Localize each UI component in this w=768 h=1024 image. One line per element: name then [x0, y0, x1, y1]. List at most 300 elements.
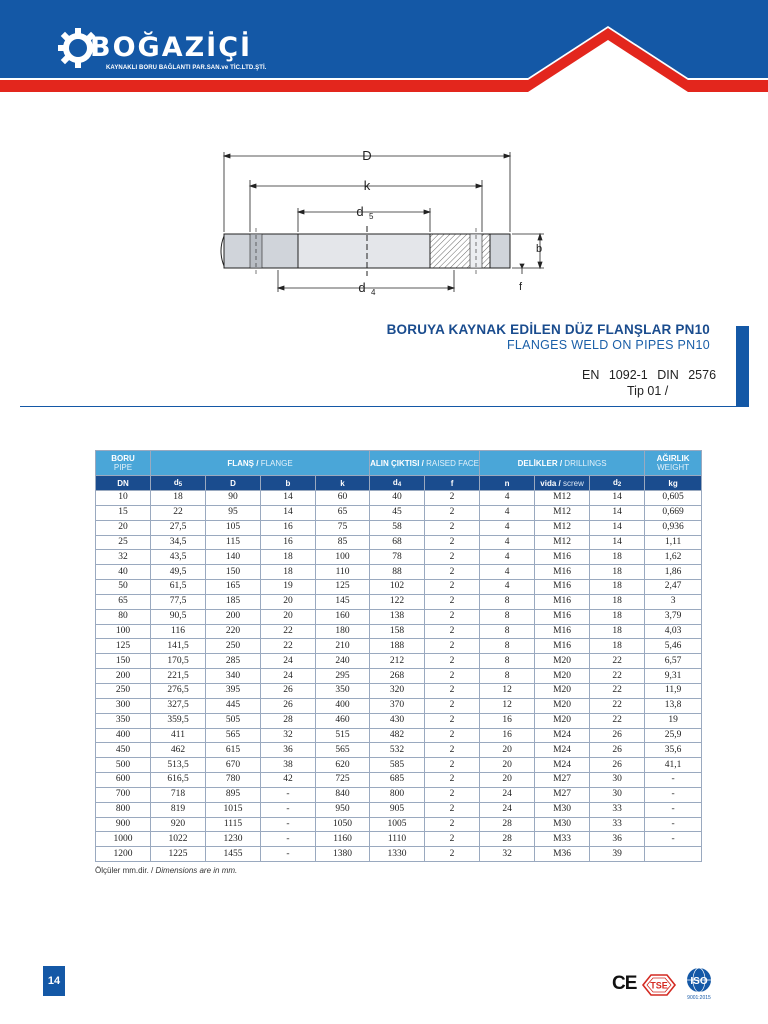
table-cell: M20 — [535, 683, 590, 698]
table-cell: 14 — [261, 491, 316, 506]
table-cell: 3 — [645, 594, 702, 609]
table-cell: 24 — [480, 787, 535, 802]
table-cell: 125 — [96, 639, 151, 654]
table-cell: - — [261, 817, 316, 832]
ce-mark-icon: CE — [612, 973, 637, 994]
table-cell: 4 — [480, 520, 535, 535]
table-cell: 25 — [96, 535, 151, 550]
column-header: D — [206, 476, 261, 491]
table-cell: 43,5 — [151, 550, 206, 565]
table-cell: 210 — [316, 639, 370, 654]
table-cell: 33 — [590, 817, 645, 832]
table-cell: 40 — [96, 565, 151, 580]
table-cell: 212 — [370, 654, 425, 669]
table-cell: 145 — [316, 594, 370, 609]
table-row — [96, 758, 702, 773]
table-cell — [645, 847, 702, 862]
brand-name: BOĞAZİÇİ — [90, 32, 253, 63]
table-cell: 15 — [96, 505, 151, 520]
table-row — [96, 698, 702, 713]
table-cell: - — [261, 832, 316, 847]
table-cell: 4 — [480, 491, 535, 506]
table-cell: M12 — [535, 535, 590, 550]
table-column-header — [96, 476, 702, 491]
table-cell: 35,6 — [645, 743, 702, 758]
column-header: b — [261, 476, 316, 491]
table-cell: 116 — [151, 624, 206, 639]
table-cell: 1330 — [370, 847, 425, 862]
table-cell: 4 — [480, 550, 535, 565]
table-cell: 482 — [370, 728, 425, 743]
table-cell: 250 — [96, 683, 151, 698]
table-cell: 819 — [151, 802, 206, 817]
table-cell: 24 — [261, 654, 316, 669]
table-cell: 2 — [425, 787, 480, 802]
table-cell: M16 — [535, 580, 590, 595]
table-cell: 2 — [425, 758, 480, 773]
table-cell: 30 — [590, 787, 645, 802]
table-cell: 5,46 — [645, 639, 702, 654]
table-row — [96, 817, 702, 832]
table-cell: 32 — [480, 847, 535, 862]
table-cell: 19 — [261, 580, 316, 595]
table-cell: 2 — [425, 713, 480, 728]
table-cell: 60 — [316, 491, 370, 506]
table-cell: 725 — [316, 773, 370, 788]
table-cell: 165 — [206, 580, 261, 595]
table-cell: 125 — [316, 580, 370, 595]
table-cell: 150 — [96, 654, 151, 669]
table-cell: 2 — [425, 683, 480, 698]
table-cell: 950 — [316, 802, 370, 817]
table-cell: 102 — [370, 580, 425, 595]
table-cell: 42 — [261, 773, 316, 788]
table-cell: 28 — [480, 832, 535, 847]
table-cell: 800 — [370, 787, 425, 802]
table-row — [96, 580, 702, 595]
table-cell: 920 — [151, 817, 206, 832]
table-cell: 75 — [316, 520, 370, 535]
group-pipe: BORU PIPE — [96, 451, 151, 476]
table-cell: 1,62 — [645, 550, 702, 565]
table-cell: 18 — [590, 639, 645, 654]
table-row — [96, 802, 702, 817]
table-cell: 8 — [480, 624, 535, 639]
table-cell: 718 — [151, 787, 206, 802]
table-cell: 32 — [96, 550, 151, 565]
table-cell: M36 — [535, 847, 590, 862]
table-cell: 26 — [590, 758, 645, 773]
table-cell: 22 — [151, 505, 206, 520]
table-cell: 18 — [590, 550, 645, 565]
iso-mark-sub: 9001:2015 — [687, 995, 711, 1001]
table-row — [96, 535, 702, 550]
table-row — [96, 713, 702, 728]
table-cell: 115 — [206, 535, 261, 550]
table-cell: - — [261, 787, 316, 802]
table-cell: 138 — [370, 609, 425, 624]
table-cell: 2 — [425, 535, 480, 550]
table-cell: 18 — [590, 594, 645, 609]
table-cell: 65 — [96, 594, 151, 609]
table-cell: 13,8 — [645, 698, 702, 713]
dim-b-label: b — [536, 243, 543, 255]
flange-body — [221, 226, 510, 276]
table-cell: 150 — [206, 565, 261, 580]
table-row — [96, 505, 702, 520]
group-weight: AĞIRLIK WEIGHT — [645, 451, 702, 476]
tse-mark-text: TSE — [650, 980, 668, 991]
table-cell: 400 — [316, 698, 370, 713]
table-cell: 36 — [590, 832, 645, 847]
table-cell: 28 — [261, 713, 316, 728]
table-cell: 78 — [370, 550, 425, 565]
table-row — [96, 654, 702, 669]
table-cell: 2 — [425, 728, 480, 743]
table-cell: 25,9 — [645, 728, 702, 743]
table-cell: 1015 — [206, 802, 261, 817]
table-cell: 14 — [590, 520, 645, 535]
table-cell: 430 — [370, 713, 425, 728]
table-cell: M33 — [535, 832, 590, 847]
product-title-tr: BORUYA KAYNAK EDİLEN DÜZ FLANŞLAR PN10 — [386, 322, 710, 337]
company-logo — [56, 26, 267, 74]
table-cell: 61,5 — [151, 580, 206, 595]
table-cell: 515 — [316, 728, 370, 743]
table-cell: 90 — [206, 491, 261, 506]
table-cell: 505 — [206, 713, 261, 728]
table-cell: 2 — [425, 669, 480, 684]
table-cell: 1200 — [96, 847, 151, 862]
table-cell: 8 — [480, 594, 535, 609]
table-cell: 8 — [480, 639, 535, 654]
table-cell: 240 — [316, 654, 370, 669]
table-cell: 0,605 — [645, 491, 702, 506]
table-cell: 14 — [261, 505, 316, 520]
table-cell: 158 — [370, 624, 425, 639]
group-flange: FLANŞ / FLANGE — [151, 451, 370, 476]
table-cell: M24 — [535, 758, 590, 773]
table-cell: 1022 — [151, 832, 206, 847]
table-cell: 22 — [590, 698, 645, 713]
table-row — [96, 609, 702, 624]
table-row — [96, 787, 702, 802]
table-cell: 0,669 — [645, 505, 702, 520]
table-cell: 30 — [590, 773, 645, 788]
table-cell: 68 — [370, 535, 425, 550]
table-cell: 1,86 — [645, 565, 702, 580]
table-cell: 49,5 — [151, 565, 206, 580]
dimension-table — [95, 450, 702, 862]
table-cell: 33 — [590, 802, 645, 817]
table-row — [96, 728, 702, 743]
table-cell: 1050 — [316, 817, 370, 832]
table-cell: 221,5 — [151, 669, 206, 684]
table-cell: - — [645, 817, 702, 832]
table-cell: 4 — [480, 505, 535, 520]
table-cell: 460 — [316, 713, 370, 728]
table-cell: 2 — [425, 817, 480, 832]
table-cell: 27,5 — [151, 520, 206, 535]
table-cell: 8 — [480, 654, 535, 669]
table-cell: 28 — [480, 817, 535, 832]
dim-f-label: f — [519, 281, 523, 293]
table-cell: M12 — [535, 520, 590, 535]
table-cell: M20 — [535, 654, 590, 669]
table-cell: 90,5 — [151, 609, 206, 624]
table-cell: 2 — [425, 520, 480, 535]
table-row — [96, 520, 702, 535]
table-cell: 22 — [590, 713, 645, 728]
table-cell: 8 — [480, 609, 535, 624]
table-cell: 20 — [480, 743, 535, 758]
table-row — [96, 565, 702, 580]
table-cell: 2 — [425, 550, 480, 565]
dim-d4-label: d — [358, 280, 366, 295]
group-drillings: DELİKLER / DRILLINGS — [480, 451, 645, 476]
dim-d5-subscript: 5 — [369, 212, 374, 221]
table-cell: M16 — [535, 550, 590, 565]
column-header: f — [425, 476, 480, 491]
table-cell: 8 — [480, 669, 535, 684]
table-cell: 600 — [96, 773, 151, 788]
table-cell: - — [645, 832, 702, 847]
table-cell: 350 — [316, 683, 370, 698]
table-cell: 2 — [425, 505, 480, 520]
table-cell: 160 — [316, 609, 370, 624]
table-cell: 40 — [370, 491, 425, 506]
dimension-table-wrapper — [95, 450, 701, 862]
flange-drawing — [210, 140, 550, 310]
table-cell: 58 — [370, 520, 425, 535]
table-cell: M30 — [535, 802, 590, 817]
table-row — [96, 832, 702, 847]
table-cell: M16 — [535, 594, 590, 609]
column-header: n — [480, 476, 535, 491]
table-cell: - — [645, 787, 702, 802]
table-cell: 185 — [206, 594, 261, 609]
table-row — [96, 683, 702, 698]
table-cell: M16 — [535, 639, 590, 654]
table-cell: M12 — [535, 491, 590, 506]
table-cell: 10 — [96, 491, 151, 506]
table-cell: 900 — [96, 817, 151, 832]
table-cell: 2 — [425, 565, 480, 580]
table-cell: 18 — [261, 550, 316, 565]
table-cell: 50 — [96, 580, 151, 595]
table-cell: 276,5 — [151, 683, 206, 698]
table-row — [96, 594, 702, 609]
dim-d4-subscript: 4 — [371, 288, 376, 297]
table-cell: 22 — [261, 639, 316, 654]
table-cell: M16 — [535, 565, 590, 580]
table-cell: 400 — [96, 728, 151, 743]
table-cell: 4,03 — [645, 624, 702, 639]
dimension-lines — [224, 152, 544, 292]
table-cell: 620 — [316, 758, 370, 773]
table-cell: 2 — [425, 847, 480, 862]
table-cell: 80 — [96, 609, 151, 624]
table-cell: 20 — [96, 520, 151, 535]
table-cell: 85 — [316, 535, 370, 550]
table-cell: 4 — [480, 565, 535, 580]
table-cell: 20 — [480, 758, 535, 773]
table-group-header — [96, 451, 702, 476]
table-cell: - — [645, 802, 702, 817]
tse-mark-icon — [641, 973, 677, 997]
table-cell: 18 — [261, 565, 316, 580]
table-row — [96, 743, 702, 758]
table-row — [96, 550, 702, 565]
table-cell: 26 — [590, 728, 645, 743]
table-cell: 840 — [316, 787, 370, 802]
table-cell: 110 — [316, 565, 370, 580]
table-cell: 26 — [261, 683, 316, 698]
table-cell: 6,57 — [645, 654, 702, 669]
table-cell: 38 — [261, 758, 316, 773]
table-cell: M24 — [535, 743, 590, 758]
table-cell: - — [261, 802, 316, 817]
table-cell: 445 — [206, 698, 261, 713]
table-row — [96, 624, 702, 639]
table-cell: 26 — [590, 743, 645, 758]
dim-k-label: k — [363, 178, 371, 193]
table-cell: 670 — [206, 758, 261, 773]
table-cell: 88 — [370, 565, 425, 580]
table-cell: M12 — [535, 505, 590, 520]
page-header — [0, 0, 768, 92]
table-cell: 2 — [425, 743, 480, 758]
table-cell: 1000 — [96, 832, 151, 847]
table-cell: 340 — [206, 669, 261, 684]
table-cell: 2 — [425, 609, 480, 624]
table-cell: 26 — [261, 698, 316, 713]
table-cell: 24 — [480, 802, 535, 817]
table-cell: 2 — [425, 491, 480, 506]
column-header: $d_2$ — [590, 476, 645, 491]
table-cell: 24 — [261, 669, 316, 684]
table-cell: 350 — [96, 713, 151, 728]
table-cell: 20 — [480, 773, 535, 788]
table-row — [96, 669, 702, 684]
table-cell: 532 — [370, 743, 425, 758]
column-header: vida / screw — [535, 476, 590, 491]
table-cell: 16 — [480, 728, 535, 743]
table-cell: 1160 — [316, 832, 370, 847]
table-body — [96, 491, 702, 862]
table-cell: 3,79 — [645, 609, 702, 624]
table-cell: 200 — [206, 609, 261, 624]
table-cell: 34,5 — [151, 535, 206, 550]
table-cell: 2 — [425, 773, 480, 788]
dim-d5-label: d — [356, 204, 364, 219]
brand-subtitle: KAYNAKLI BORU BAĞLANTI PAR.SAN.ve TİC.LTD.ŞTİ. — [106, 65, 267, 71]
table-cell: 16 — [261, 535, 316, 550]
side-accent-bar — [736, 326, 749, 407]
table-cell: 370 — [370, 698, 425, 713]
product-title-block — [387, 322, 710, 352]
table-cell: 300 — [96, 698, 151, 713]
table-cell: M20 — [535, 669, 590, 684]
table-cell: 2,47 — [645, 580, 702, 595]
table-cell: 411 — [151, 728, 206, 743]
table-cell: 12 — [480, 683, 535, 698]
table-cell: M20 — [535, 713, 590, 728]
units-note-en: Dimensions are in mm. — [155, 866, 238, 875]
table-cell: 122 — [370, 594, 425, 609]
table-cell: 1225 — [151, 847, 206, 862]
table-cell: 12 — [480, 698, 535, 713]
table-cell: 18 — [590, 624, 645, 639]
table-cell: 780 — [206, 773, 261, 788]
table-row — [96, 773, 702, 788]
iso-mark-text: ISO — [690, 976, 708, 987]
column-header: k — [316, 476, 370, 491]
table-cell: M27 — [535, 787, 590, 802]
table-cell: 0,936 — [645, 520, 702, 535]
table-cell: - — [261, 847, 316, 862]
table-cell: 500 — [96, 758, 151, 773]
table-cell: 462 — [151, 743, 206, 758]
table-cell: 36 — [261, 743, 316, 758]
table-cell: 22 — [261, 624, 316, 639]
table-cell: 65 — [316, 505, 370, 520]
table-cell: 180 — [316, 624, 370, 639]
table-cell: 2 — [425, 698, 480, 713]
table-cell: 685 — [370, 773, 425, 788]
table-cell: 77,5 — [151, 594, 206, 609]
table-cell: M16 — [535, 624, 590, 639]
table-cell: 200 — [96, 669, 151, 684]
table-cell: 100 — [316, 550, 370, 565]
table-cell: 4 — [480, 580, 535, 595]
table-cell: 250 — [206, 639, 261, 654]
table-cell: 905 — [370, 802, 425, 817]
table-cell: 22 — [590, 669, 645, 684]
table-cell: - — [645, 773, 702, 788]
table-row — [96, 491, 702, 506]
table-cell: 700 — [96, 787, 151, 802]
group-raised-face: ALIN ÇIKTISI / RAISED FACE — [370, 451, 480, 476]
table-cell: 170,5 — [151, 654, 206, 669]
table-cell: 18 — [590, 580, 645, 595]
table-cell: 1110 — [370, 832, 425, 847]
table-cell: 585 — [370, 758, 425, 773]
table-cell: 513,5 — [151, 758, 206, 773]
table-cell: 1455 — [206, 847, 261, 862]
page-number: 14 — [43, 966, 65, 996]
table-cell: 9,31 — [645, 669, 702, 684]
table-cell: 18 — [151, 491, 206, 506]
table-cell: 1,11 — [645, 535, 702, 550]
table-cell: 320 — [370, 683, 425, 698]
table-cell: 100 — [96, 624, 151, 639]
table-cell: 16 — [480, 713, 535, 728]
table-cell: 18 — [590, 609, 645, 624]
table-cell: 20 — [261, 609, 316, 624]
table-cell: 41,1 — [645, 758, 702, 773]
table-cell: 95 — [206, 505, 261, 520]
table-cell: 615 — [206, 743, 261, 758]
table-cell: M30 — [535, 817, 590, 832]
table-cell: 395 — [206, 683, 261, 698]
table-cell: 39 — [590, 847, 645, 862]
table-cell: 2 — [425, 802, 480, 817]
table-cell: 20 — [261, 594, 316, 609]
table-cell: 800 — [96, 802, 151, 817]
table-cell: 565 — [206, 728, 261, 743]
table-cell: 16 — [261, 520, 316, 535]
